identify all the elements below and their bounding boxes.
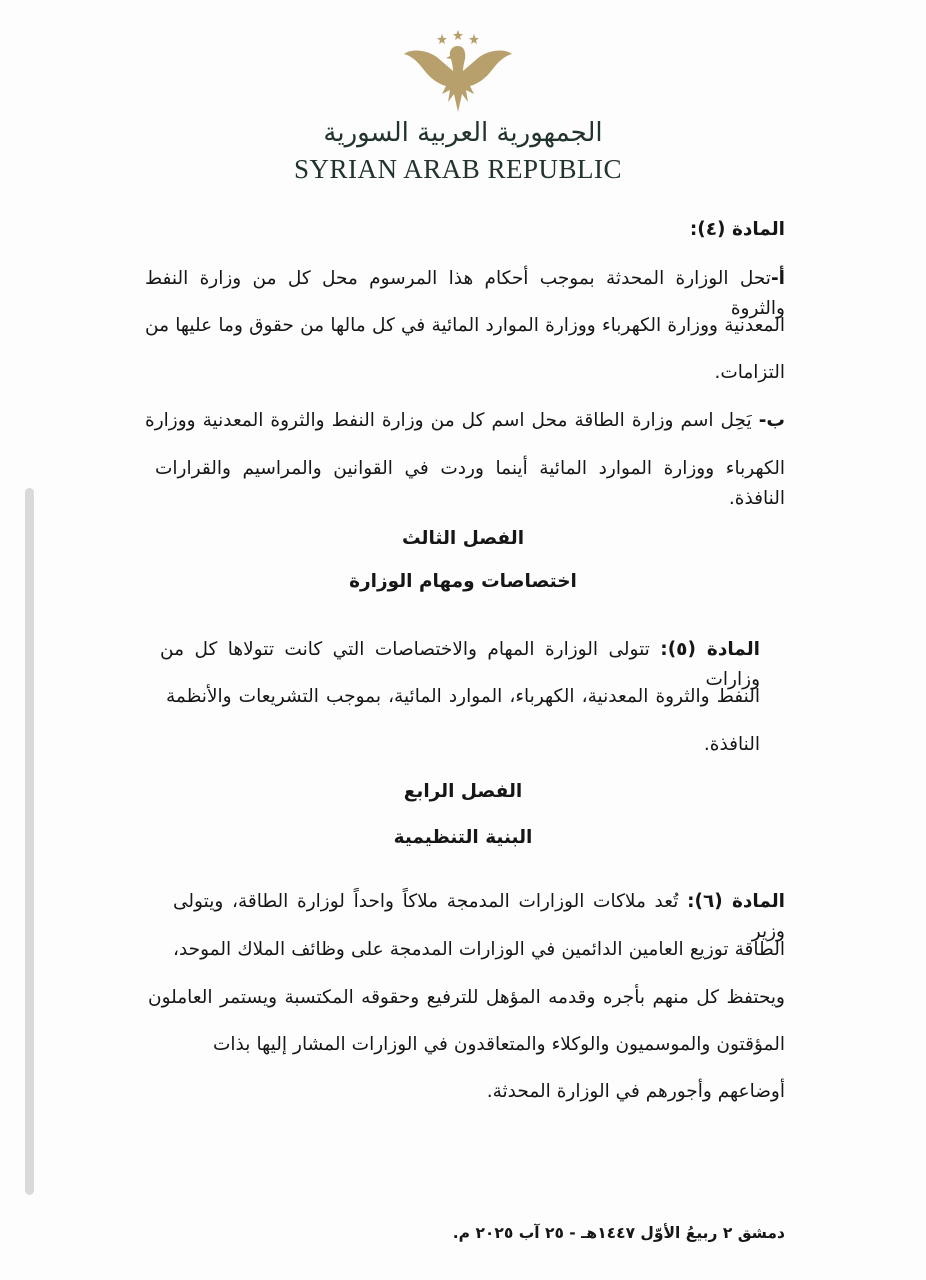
- chapter-4-title: الفصل الرابع: [403, 781, 523, 802]
- article-5-text: تتولى الوزارة المهام والاختصاصات التي كانت تتولاها كل من وزارات: [160, 639, 760, 690]
- article-4-b-line-2: الكهرباء ووزارة الموارد المائية أينما وردت في القوانين والمراسيم والقرارات النافذة.: [155, 458, 785, 509]
- article-6-line-4: المؤقتون والموسميون والوكلاء والمتعاقدون في الوزارات المشار إليها بذات: [213, 1034, 785, 1055]
- article-6-line-3: ويحتفظ كل منهم بأجره وقدمه المؤهل للترفيع وحقوقه المكتسبة ويستمر العاملون: [148, 987, 785, 1008]
- eagle-emblem-icon: [398, 28, 518, 116]
- article-4-a-line-2: المعدنية ووزارة الكهرباء ووزارة الموارد المائية في كل مالها من حقوق وما عليها من: [145, 315, 785, 336]
- article-4-a-line-3: التزامات.: [714, 362, 785, 383]
- article-5-label: المادة (٥):: [660, 639, 760, 660]
- chapter-3-title: الفصل الثالث: [401, 528, 525, 549]
- clause-a-prefix: أ-: [770, 268, 785, 289]
- article-5-line-2: النفط والثروة المعدنية، الكهرباء، الموارد المائية، بموجب التشريعات والأنظمة: [166, 686, 760, 707]
- date-line: دمشق ٢ ربيعُ الأوّل ١٤٤٧هـ - ٢٥ آب ٢٠٢٥ م.: [452, 1224, 785, 1242]
- clause-b-text: يَحِل اسم وزارة الطاقة محل اسم كل من وزارة النفط والثروة المعدنية ووزارة: [145, 410, 752, 431]
- article-6-label: المادة (٦):: [687, 891, 786, 912]
- arabic-country-name: الجمهورية العربية السورية: [323, 118, 603, 148]
- article-4-title: المادة (٤):: [689, 219, 785, 240]
- article-6-line-5: أوضاعهم وأجورهم في الوزارة المحدثة.: [486, 1081, 785, 1102]
- clause-a-text: تحل الوزارة المحدثة بموجب أحكام هذا المرسوم محل كل من وزارة النفط والثروة: [145, 268, 785, 319]
- article-6-text: تُعد ملاكات الوزارات المدمجة ملاكاً واحداً لوزارة الطاقة، ويتولى وزير: [173, 891, 785, 942]
- chapter-4-subtitle: البنية التنظيمية: [393, 827, 533, 848]
- article-5-line-3: النافذة.: [703, 734, 760, 755]
- article-4-b-line-1: [145, 406, 785, 436]
- article-6-line-2: الطاقة توزيع العامين الدائمين في الوزارات المدمجة على وظائف الملاك الموحد،: [173, 939, 785, 960]
- chapter-3-subtitle: اختصاصات ومهام الوزارة: [349, 571, 577, 592]
- english-country-name: SYRIAN ARAB REPUBLIC: [293, 154, 623, 184]
- clause-b-prefix: ب-: [758, 410, 785, 431]
